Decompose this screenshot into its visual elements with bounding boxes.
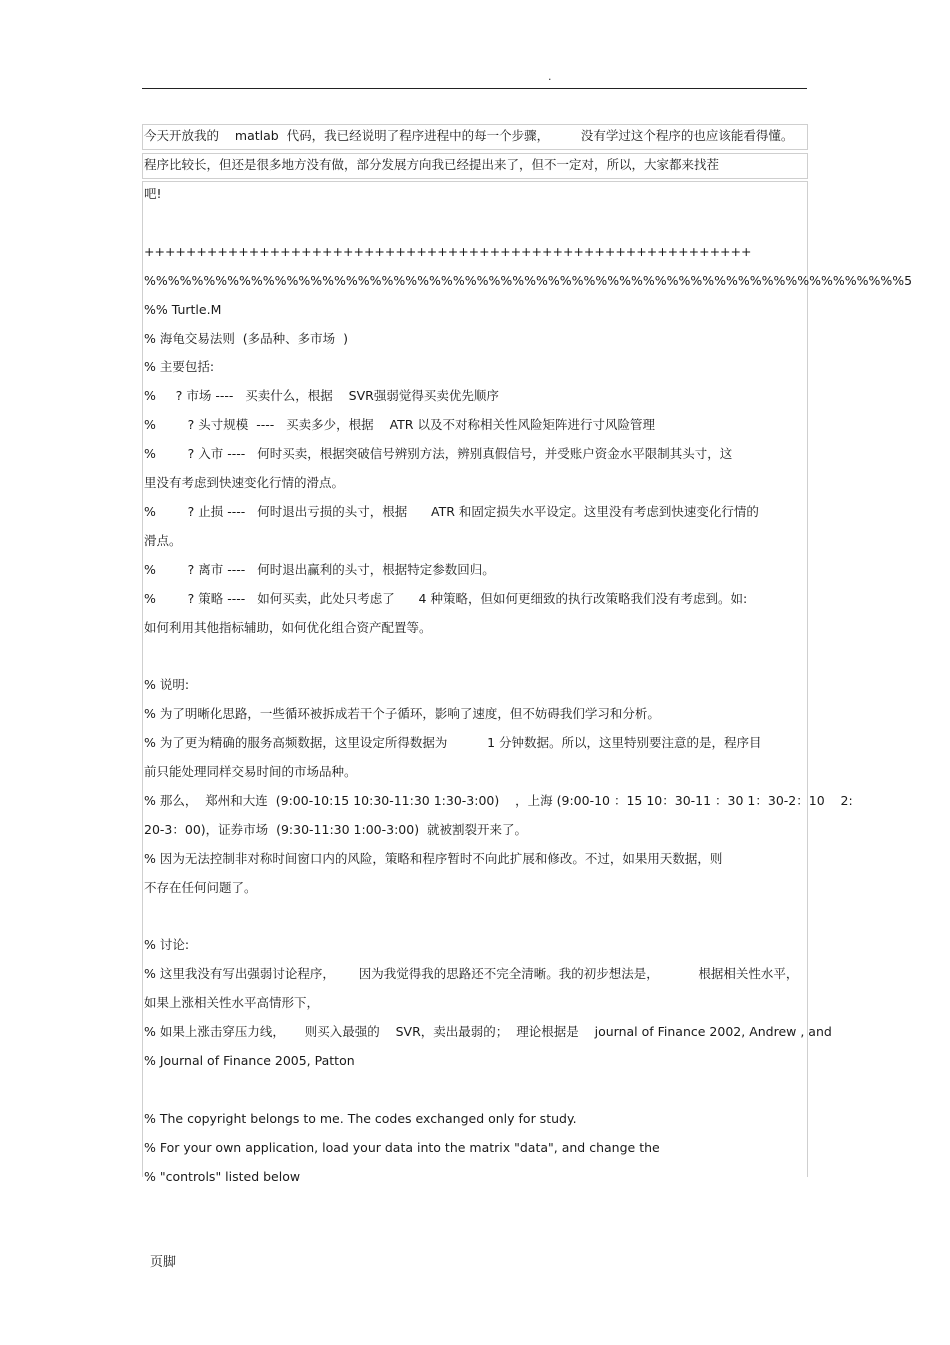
code-line: 如何利用其他指标辅助，如何优化组合资产配置等。: [144, 620, 432, 635]
code-line: 滑点。: [144, 533, 182, 548]
code-line: %%%%%%%%%%%%%%%%%%%%%%%%%%%%%%%%%%%%%%%%%%%%%%%%%%%%%%%%%%%%%%%%5: [144, 273, 913, 288]
code-line: % ? 市场 ---- 买卖什么，根据 SVR强弱觉得买卖优先顺序: [144, 388, 499, 403]
code-line: 前只能处理同样交易时间的市场品种。: [144, 764, 357, 779]
code-line: % 因为无法控制非对称时间窗口内的风险，策略和程序暂时不向此扩展和修改。不过，如果用天数据，则: [144, 851, 723, 866]
code-line: % ? 入市 ---- 何时买卖，根据突破信号辨别方法，辨别真假信号，并受账户资金水平限制其头寸，这: [144, 446, 733, 461]
code-line: % 为了明晰化思路，一些循环被拆成若干个子循环，影响了速度，但不妨碍我们学习和分析。: [144, 706, 660, 721]
intro-line: 今天开放我的 matlab 代码，我已经说明了程序进程中的每一个步骤， 没有学过这个程序的也应该能看得懂。: [144, 128, 794, 143]
code-line: % 为了更为精确的服务高频数据，这里设定所得数据为 1 分钟数据。所以，这里特别要注意的是，程序目: [144, 735, 762, 750]
code-line: % The copyright belongs to me. The codes exchanged only for study.: [144, 1111, 577, 1126]
code-line: % 主要包括:: [144, 359, 215, 374]
code-line: 里没有考虑到快速变化行情的滑点。: [144, 475, 345, 490]
code-line: % 这里我没有写出强弱讨论程序， 因为我觉得我的思路还不完全清晰。我的初步想法是， 根据相关性水平，: [144, 966, 799, 981]
code-line: % "controls" listed below: [144, 1169, 301, 1184]
code-line: 20-3：00)，证券市场 (9:30-11:30 1:00-3:00) 就被割裂开来了。: [144, 822, 528, 837]
code-line: ++++++++++++++++++++++++++++++++++++++++++++++++++++++++++: [144, 244, 752, 259]
code-line: % 如果上涨击穿压力线， 则买入最强的 SVR，卖出最弱的； 理论根据是 journal of Finance 2002, Andrew , and: [144, 1024, 832, 1039]
header-rule: [142, 88, 807, 89]
code-line: 不存在任何问题了。: [144, 880, 257, 895]
code-line: % 海龟交易法则 (多品种、多市场 ): [144, 331, 348, 346]
code-line: % ? 离市 ---- 何时退出赢利的头寸，根据特定参数回归。: [144, 562, 495, 577]
footer-label: 页脚: [150, 1255, 177, 1270]
code-line: %% Turtle.M: [144, 302, 222, 317]
code-line: % 那么， 郑州和大连 (9:00-10:15 10:30-11:30 1:30-3:00) ，上海 (9:00-10 ：15 10：30-11 ：30 1：30-2：10 2:: [144, 793, 853, 808]
code-line: % For your own application, load your data into the matrix "data", and change the: [144, 1140, 660, 1155]
code-line: % 说明:: [144, 677, 190, 692]
header-mark: .: [548, 70, 552, 83]
code-line: % Journal of Finance 2005, Patton: [144, 1053, 355, 1068]
code-line: % ? 止损 ---- 何时退出亏损的头寸，根据 ATR 和固定损失水平设定。这里没有考虑到快速变化行情的: [144, 504, 759, 519]
code-line: 如果上涨相关性水平高情形下，: [144, 995, 320, 1010]
code-line: % 讨论:: [144, 937, 190, 952]
intro-line: 程序比较长，但还是很多地方没有做，部分发展方向我已经提出来了，但不一定对，所以，大家都来找茬: [144, 157, 720, 172]
code-line: % ? 策略 ---- 如何买卖，此处只考虑了 4 种策略，但如何更细致的执行改策略我们没有考虑到。如:: [144, 591, 748, 606]
code-line: 吧!: [144, 186, 162, 201]
code-line: % ? 头寸规模 ---- 买卖多少，根据 ATR 以及不对称相关性风险矩阵进行寸风险管理: [144, 417, 655, 432]
